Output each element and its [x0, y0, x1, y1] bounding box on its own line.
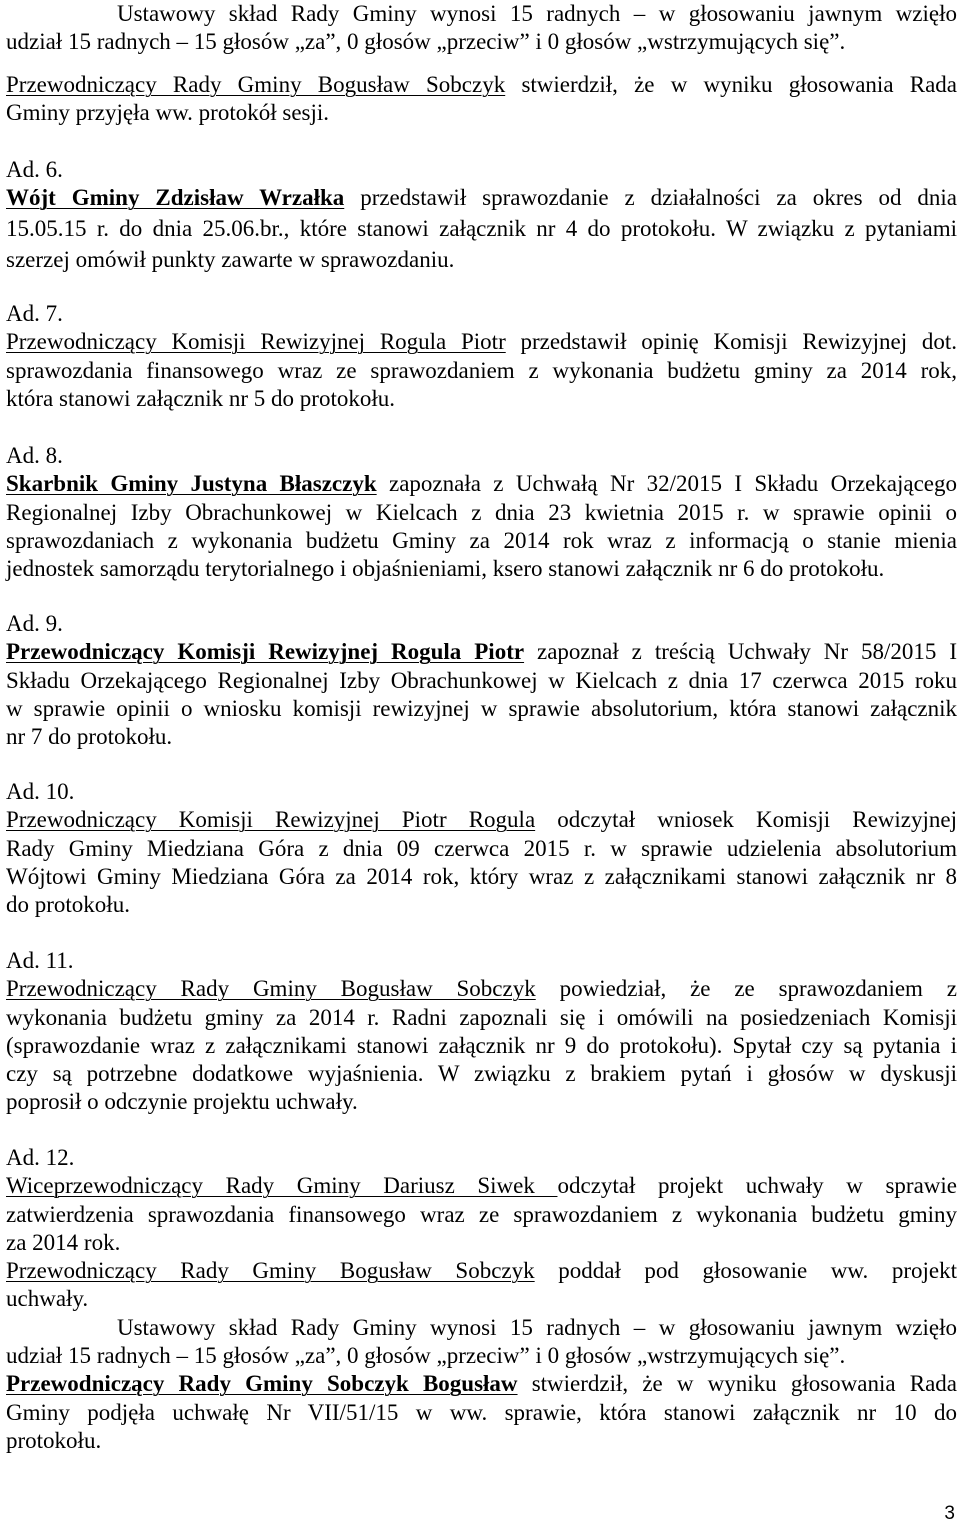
- line-text: zapoznał z treścią Uchwały Nr 58/2015 I: [537, 639, 957, 665]
- body-line: wykonania budżetu gminy za 2014 r. Radni zapoznali się i omówili na posiedzeniach Komisji: [6, 1004, 957, 1030]
- body-line: protokołu.: [6, 1427, 102, 1453]
- agenda-item-heading: Ad. 8.: [6, 443, 63, 468]
- body-line: czy są potrzebne dodatkowe wyjaśnienia. W związku z brakiem pytań i głosów w dyskusji: [6, 1061, 957, 1087]
- body-line: [6, 638, 957, 666]
- agenda-item-heading: Ad. 9.: [6, 611, 63, 636]
- body-line: Regionalnej Izby Obrachunkowej w Kielcach z dnia 23 kwietnia 2015 r. w sprawie opinii o: [6, 499, 957, 525]
- line-text: przedstawił opinię Komisji Rewizyjnej dot.: [520, 329, 957, 355]
- body-line: za 2014 rok.: [6, 1229, 121, 1255]
- body-line: [6, 1370, 957, 1398]
- agenda-item-heading: Ad. 10.: [6, 779, 75, 804]
- body-line: zatwierdzenia sprawozdania finansowego wraz ze sprawozdaniem z wykonania budżetu gminy: [6, 1201, 957, 1227]
- line-text: odczytał wniosek Komisji Rewizyjnej: [557, 807, 958, 833]
- body-line: uchwały.: [6, 1286, 89, 1312]
- body-line: [6, 328, 957, 356]
- page-number: 3: [944, 1503, 955, 1524]
- line-text: zapoznała z Uchwałą Nr 32/2015 I Składu Orzekającego: [389, 471, 957, 497]
- speaker-name: Przewodniczący Komisji Rewizyjnej Rogula Piotr: [6, 329, 506, 355]
- body-line: szerzej omówił punkty zawarte w sprawozdaniu.: [6, 247, 455, 273]
- body-line: Gminy podjęła uchwałę Nr VII/51/15 w ww. sprawie, która stanowi załącznik nr 10 do: [6, 1399, 957, 1425]
- section-ad-12: [6, 1144, 957, 1455]
- body-line: nr 7 do protokołu.: [6, 724, 173, 750]
- agenda-item-heading: Ad. 11.: [6, 948, 74, 973]
- body-line: [6, 1257, 957, 1285]
- speaker-name: Przewodniczący Rady Gminy Bogusław Sobczyk: [6, 976, 536, 1002]
- section-ad-8: [6, 442, 957, 583]
- speaker-name: Skarbnik Gminy Justyna Błaszczyk: [6, 471, 377, 497]
- opening-result-paragraph: [6, 71, 957, 128]
- body-line: (sprawozdanie wraz z załącznikami stanowi załącznik nr 9 do protokołu). Spytał czy są pytania i: [6, 1032, 957, 1058]
- body-line: Składu Orzekającego Regionalnej Izby Obrachunkowej w Kielcach z dnia 17 czerwca 2015 roku: [6, 667, 957, 693]
- vote-line: Ustawowy skład Rady Gminy wynosi 15 radnych – w głosowaniu jawnym wzięło: [117, 1314, 957, 1340]
- body-line: [6, 1172, 957, 1200]
- section-ad-11: [6, 947, 957, 1117]
- speaker-name: Przewodniczący Rady Gminy Sobczyk Bogusław: [6, 1371, 518, 1397]
- body-line: Wójtowi Gminy Miedziana Góra za 2014 rok, który wraz z załącznikami stanowi załącznik nr 8: [6, 863, 957, 889]
- body-line: Gminy przyjęła ww. protokół sesji.: [6, 100, 330, 126]
- speaker-name: Przewodniczący Rady Gminy Bogusław Sobczyk: [6, 1258, 535, 1284]
- body-line: jednostek samorządu terytorialnego i objaśnieniami, ksero stanowi załącznik nr 6 do protokołu.: [6, 556, 885, 582]
- body-line: która stanowi załącznik nr 5 do protokołu.: [6, 385, 395, 411]
- line-text: stwierdził, że w wyniku głosowania Rada: [521, 72, 957, 97]
- line-text: odczytał projekt uchwały w sprawie: [557, 1173, 957, 1199]
- body-line: poprosił o odczynie projektu uchwały.: [6, 1089, 358, 1115]
- speaker-name: Przewodniczący Rady Gminy Bogusław Sobczyk: [6, 72, 506, 97]
- agenda-item-heading: Ad. 6.: [6, 157, 63, 182]
- body-line: [6, 975, 957, 1003]
- speaker-name: Przewodniczący Komisji Rewizyjnej Piotr Rogula: [6, 807, 536, 833]
- speaker-name: Przewodniczący Komisji Rewizyjnej Rogula Piotr: [6, 639, 525, 665]
- body-line: w sprawie opinii o wniosku komisji rewizyjnej w sprawie absolutorium, która stanowi załącznik: [6, 695, 957, 721]
- body-line: sprawozdaniach z wykonania budżetu Gminy za 2014 rok wraz z informacją o stanie mienia: [6, 527, 957, 553]
- body-line: do protokołu.: [6, 892, 130, 918]
- agenda-item-heading: Ad. 12.: [6, 1145, 75, 1170]
- body-line: 15.05.15 r. do dnia 25.06.br., które stanowi załącznik nr 4 do protokołu. W związku z pytaniami: [6, 215, 957, 241]
- speaker-name: Wiceprzewodniczący Rady Gminy Dariusz Siwek: [6, 1173, 558, 1199]
- speaker-name: Wójt Gminy Zdzisław Wrzałka: [6, 185, 345, 211]
- line-text: przedstawił sprawozdanie z działalności za okres od dnia: [360, 185, 957, 211]
- section-ad-7: [6, 300, 957, 413]
- body-line: sprawozdania finansowego wraz ze sprawozdaniem z wykonania budżetu gminy za 2014 rok,: [6, 357, 957, 383]
- vote-line: udział 15 radnych – 15 głosów „za”, 0 głosów „przeciw” i 0 głosów „wstrzymujących się”.: [6, 1343, 846, 1369]
- body-line: [6, 806, 957, 834]
- section-ad-10: [6, 778, 957, 919]
- body-line: Rady Gminy Miedziana Góra z dnia 09 czerwca 2015 r. w sprawie udzielenia absolutorium: [6, 835, 957, 861]
- vote-line: Ustawowy skład Rady Gminy wynosi 15 radnych – w głosowaniu jawnym wzięło: [117, 1, 957, 26]
- vote-line: udział 15 radnych – 15 głosów „za”, 0 głosów „przeciw” i 0 głosów „wstrzymujących się”.: [6, 29, 846, 55]
- line-text: poddał pod głosowanie ww. projekt: [558, 1258, 958, 1284]
- line-text: stwierdził, że w wyniku głosowania Rada: [531, 1371, 958, 1397]
- opening-vote-paragraph: [6, 0, 957, 57]
- section-ad-9: [6, 610, 957, 751]
- body-line: [6, 470, 957, 498]
- body-line: [6, 71, 957, 99]
- body-line: [6, 184, 957, 212]
- line-text: powiedział, że ze sprawozdaniem z: [559, 976, 957, 1002]
- agenda-item-heading: Ad. 7.: [6, 301, 63, 326]
- section-ad-6: [6, 156, 957, 276]
